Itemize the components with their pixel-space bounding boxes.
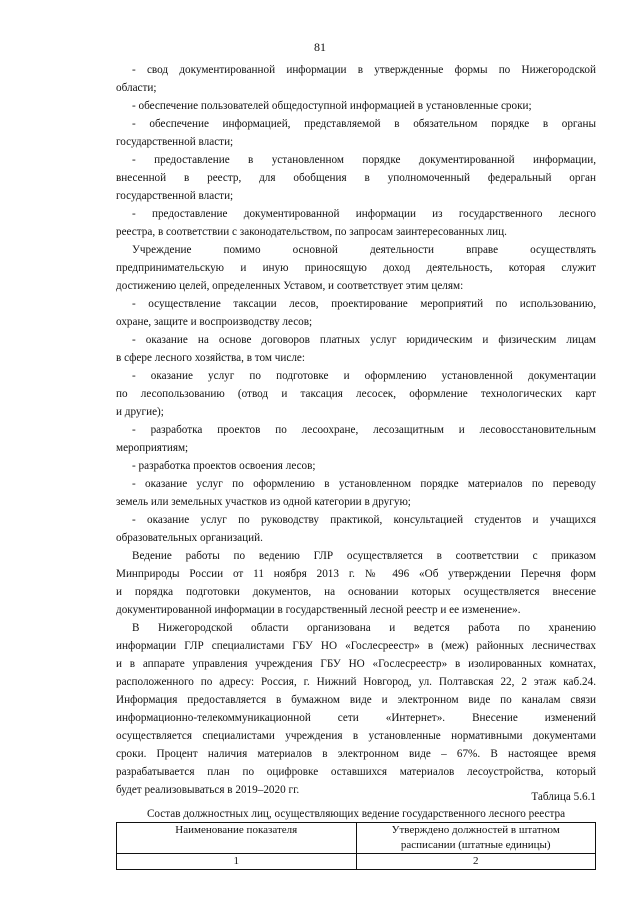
text-line: будет реализовываться в 2019–2020 гг.: [116, 784, 300, 796]
text-line: внесенной в реестр, для обобщения в уполномоченный федеральный орган: [116, 172, 596, 184]
text-line: информационно-телекоммуникационной сети «Интернет». Внесение изменений: [116, 712, 596, 724]
text-line: - свод документированной информации в утвержденные формы по Нижегородской: [132, 64, 596, 76]
text-line: сроки. Процент наличия материалов в электронном виде – 67%. В настоящее время: [116, 748, 596, 760]
text-line: земель или земельных участков из одной категории в другую;: [116, 496, 411, 508]
text-line: - оказание услуг по руководству практикой, консультацией студентов и учащихся: [132, 514, 596, 526]
text-line: - разработка проектов по лесоохране, лесозащитным и лесовосстановительным: [132, 424, 596, 436]
text-line: - предоставление в установленном порядке документированной информации,: [132, 154, 596, 166]
text-line: - оказание услуг по оформлению в установленном порядке материалов по переводу: [132, 478, 596, 490]
text-line: - обеспечение информацией, представляемой в обязательном порядке в органы: [132, 118, 596, 130]
text-line: - оказание на основе договоров платных услуг юридическим и физическим лицам: [132, 334, 596, 346]
text-line: В Нижегородской области организована и ведется работа по хранению: [132, 622, 596, 634]
text-line: в сфере лесного хозяйства, в том числе:: [116, 352, 306, 364]
text-line: расположенного по адресу: Россия, г. Нижний Новгород, ул. Полтавская 22, 2 этаж каб.24.: [116, 676, 596, 688]
text-line: - осуществление таксации лесов, проектирование мероприятий по использованию,: [132, 298, 596, 310]
text-line: Минприроды России от 11 ноября 2013 г. № 496 «Об утверждении Перечня форм: [116, 568, 596, 580]
text-line: осуществляется специалистами учреждения в установленные нормативными документами: [116, 730, 596, 742]
text-line: государственной власти;: [116, 136, 234, 148]
table-col-number-2: 2: [356, 854, 596, 870]
table-caption: Таблица 5.6.1: [531, 791, 596, 803]
text-line: Ведение работы по ведению ГЛР осуществляется в соответствии с приказом: [132, 550, 596, 562]
text-line: достижению целей, определенных Уставом, и соответствует этим целям:: [116, 280, 464, 292]
table-number-row: [117, 854, 596, 870]
text-line: охране, защите и воспроизводству лесов;: [116, 316, 313, 328]
text-line: и другие);: [116, 406, 164, 418]
table-header-indicator: Наименование показателя: [117, 823, 357, 854]
text-line: документированной информации в государственный лесной реестр и ее изменение».: [116, 604, 521, 616]
table-header-row: [117, 823, 596, 854]
table-title: Состав должностных лиц, осуществляющих ведение государственного лесного реестра: [146, 808, 566, 820]
text-line: - предоставление документированной информации из государственного лесного: [132, 208, 596, 220]
text-line: государственной власти;: [116, 190, 234, 202]
body-text: [116, 61, 596, 799]
text-line: Информация предоставляется в бумажном виде и электронном виде по каналам связи: [116, 694, 596, 706]
text-line: - оказание услуг по подготовке и оформлению установленной документации: [132, 370, 596, 382]
table-header-positions: Утверждено должностей в штатном расписании (штатные единицы): [356, 823, 596, 854]
text-line: и порядка подготовки документов, на основании которых осуществляется внесение: [116, 586, 596, 598]
text-line: образовательных организаций.: [116, 532, 263, 544]
table-col-number-1: 1: [117, 854, 357, 870]
text-line: информации ГЛР специалистами ГБУ НО «Гослесреестр» в (меж) районных лесничествах: [116, 640, 596, 652]
text-line: - обеспечение пользователей общедоступной информацией в установленные сроки;: [132, 100, 532, 112]
text-line: предпринимательскую и иную приносящую доход деятельность, которая служит: [116, 262, 596, 274]
text-line: реестра, в соответствии с законодательством, по запросам заинтересованных лиц.: [116, 226, 507, 238]
text-line: Учреждение помимо основной деятельности вправе осуществлять: [132, 244, 596, 256]
text-line: области;: [116, 82, 157, 94]
text-line: мероприятиям;: [116, 442, 189, 454]
text-line: разрабатывается план по оцифровке оставшихся материалов лесоустройства, который: [116, 766, 596, 778]
page-number: 81: [314, 40, 326, 54]
text-line: и в аппарате управления учреждения ГБУ НО «Гослесреестр» в изолированных комнатах,: [116, 658, 596, 670]
officials-table: [116, 822, 596, 870]
text-line: - разработка проектов освоения лесов;: [132, 460, 316, 472]
text-line: по лесопользованию (отвод и таксация лесосек, оформление технологических карт: [116, 388, 596, 400]
